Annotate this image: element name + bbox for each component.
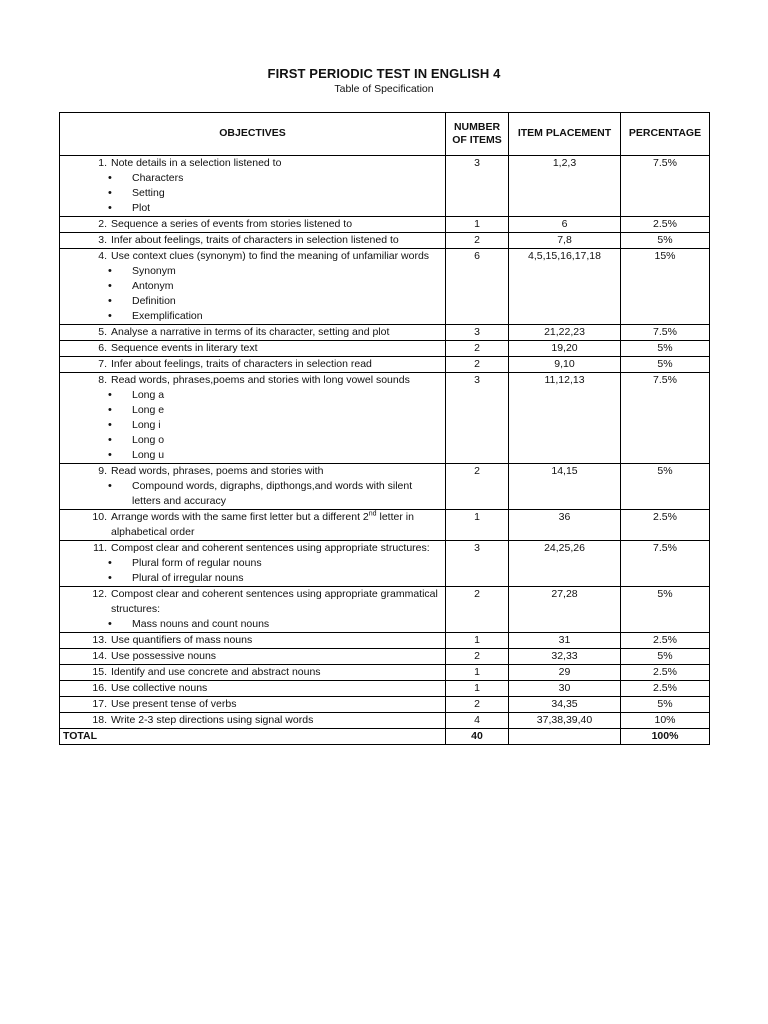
items-cell: 1 [446, 681, 509, 697]
objective-number: 6. [98, 342, 107, 354]
percentage-cell: 2.5% [621, 633, 710, 649]
items-cell: 2 [446, 233, 509, 249]
objective-cell [60, 249, 446, 325]
objective-number: 8. [98, 374, 107, 386]
objective [63, 217, 442, 232]
percentage-cell: 5% [621, 649, 710, 665]
percentage-cell: 2.5% [621, 681, 710, 697]
objective [63, 649, 442, 664]
sub-objective-item: • Setting [132, 186, 442, 201]
sub-objective-list [63, 388, 442, 463]
objective [63, 697, 442, 712]
table-row [60, 697, 710, 713]
objective-cell [60, 373, 446, 464]
objective [63, 665, 442, 680]
objective-text: Use context clues (synonym) to find the meaning of unfamiliar words [111, 250, 430, 262]
objective-text: Use possessive nouns [111, 650, 217, 662]
placement-cell: 32,33 [509, 649, 621, 665]
items-cell: 3 [446, 156, 509, 217]
placement-cell: 14,15 [509, 464, 621, 510]
sub-objective-item: • Synonym [132, 264, 442, 279]
objective-text: Compost clear and coherent sentences using appropriate grammatical structures: [111, 588, 438, 615]
percentage-cell: 7.5% [621, 156, 710, 217]
objective-number: 11. [93, 542, 107, 554]
items-cell: 6 [446, 249, 509, 325]
objective [63, 633, 442, 648]
percentage-cell: 7.5% [621, 541, 710, 587]
objective-number: 5. [98, 326, 107, 338]
sub-objective-list [63, 556, 442, 586]
objective-number: 17. [92, 698, 107, 710]
sub-objective-list [63, 171, 442, 216]
objective-cell [60, 510, 446, 541]
items-cell: 3 [446, 325, 509, 341]
table-row [60, 217, 710, 233]
objective-number: 18. [92, 714, 107, 726]
total-row [60, 729, 710, 745]
objective-text: Use present tense of verbs [111, 698, 237, 710]
sub-objective-item: • Plural of irregular nouns [132, 571, 442, 586]
objective-cell [60, 587, 446, 633]
items-cell: 1 [446, 665, 509, 681]
objective-number: 13. [92, 634, 107, 646]
objective-cell [60, 649, 446, 665]
percentage-cell: 7.5% [621, 373, 710, 464]
percentage-cell: 2.5% [621, 217, 710, 233]
placement-cell: 31 [509, 633, 621, 649]
placement-cell: 36 [509, 510, 621, 541]
objective-number: 15. [92, 666, 107, 678]
items-cell: 3 [446, 373, 509, 464]
objective-number: 2. [98, 218, 107, 230]
placement-cell: 4,5,15,16,17,18 [509, 249, 621, 325]
objective-text: Write 2-3 step directions using signal words [111, 714, 314, 726]
objective-number: 1. [98, 157, 107, 169]
objective-cell [60, 325, 446, 341]
items-cell: 1 [446, 633, 509, 649]
objective-cell [60, 357, 446, 373]
objective-cell [60, 341, 446, 357]
objective-cell [60, 233, 446, 249]
items-cell: 4 [446, 713, 509, 729]
objective-number: 10. [92, 511, 107, 523]
percentage-cell: 2.5% [621, 510, 710, 541]
items-cell: 2 [446, 357, 509, 373]
sub-objective-item: • Long e [132, 403, 442, 418]
objective-cell [60, 633, 446, 649]
objective [63, 510, 442, 540]
table-row [60, 713, 710, 729]
placement-cell: 1,2,3 [509, 156, 621, 217]
objective [63, 233, 442, 248]
sub-objective-list [63, 264, 442, 324]
objective [63, 156, 442, 171]
sub-objective-item: • Long u [132, 448, 442, 463]
specification-table [59, 112, 710, 745]
table-row [60, 633, 710, 649]
sub-objective-item: • Long a [132, 388, 442, 403]
placement-cell: 19,20 [509, 341, 621, 357]
sub-objective-item: • Compound words, digraphs, dipthongs,and words with silent letters and accuracy [132, 479, 442, 509]
table-row [60, 510, 710, 541]
items-cell: 2 [446, 587, 509, 633]
table-row [60, 373, 710, 464]
table-row [60, 325, 710, 341]
table-row [60, 156, 710, 217]
percentage-cell: 10% [621, 713, 710, 729]
percentage-cell: 2.5% [621, 665, 710, 681]
sub-objective-list [63, 617, 442, 632]
placement-cell: 30 [509, 681, 621, 697]
placement-cell: 9,10 [509, 357, 621, 373]
placement-cell: 27,28 [509, 587, 621, 633]
items-cell: 2 [446, 697, 509, 713]
objective [63, 325, 442, 340]
objective [63, 681, 442, 696]
sub-objective-list [63, 479, 442, 509]
percentage-cell: 5% [621, 341, 710, 357]
objective-superscript: nd [368, 510, 377, 518]
header-number-of-items: NUMBER OF ITEMS [446, 113, 509, 156]
items-cell: 2 [446, 649, 509, 665]
sub-objective-item: • Exemplification [132, 309, 442, 324]
objective-text-part: Arrange words with the same first letter but a different 2 [111, 511, 369, 523]
percentage-cell: 15% [621, 249, 710, 325]
placement-cell: 11,12,13 [509, 373, 621, 464]
objective-text: Read words, phrases, poems and stories with [111, 465, 324, 477]
placement-cell: 21,22,23 [509, 325, 621, 341]
table-row [60, 649, 710, 665]
total-label: TOTAL [60, 729, 446, 745]
table-row [60, 681, 710, 697]
percentage-cell: 5% [621, 233, 710, 249]
objective-number: 4. [98, 250, 107, 262]
objective-text: Use collective nouns [111, 682, 208, 694]
sub-objective-item: • Characters [132, 171, 442, 186]
percentage-cell: 7.5% [621, 325, 710, 341]
objective [63, 249, 442, 264]
items-cell: 1 [446, 217, 509, 233]
objective-text: Use quantifiers of mass nouns [111, 634, 253, 646]
objective-number: 3. [98, 234, 107, 246]
objective-cell [60, 464, 446, 510]
objective [63, 464, 442, 479]
items-cell: 2 [446, 341, 509, 357]
table-row [60, 541, 710, 587]
total-percentage: 100% [621, 729, 710, 745]
objective-cell [60, 697, 446, 713]
objective-number: 16. [92, 682, 107, 694]
objective-cell [60, 217, 446, 233]
table-header-row [60, 113, 710, 156]
page-title: FIRST PERIODIC TEST IN ENGLISH 4 [267, 66, 501, 81]
objective-number: 14. [92, 650, 107, 662]
header-percentage: PERCENTAGE [621, 113, 710, 156]
items-cell: 3 [446, 541, 509, 587]
objective-number: 9. [98, 465, 107, 477]
objective-number: 7. [98, 358, 107, 370]
sub-objective-item: • Definition [132, 294, 442, 309]
objective-cell [60, 681, 446, 697]
items-cell: 1 [446, 510, 509, 541]
placement-cell: 34,35 [509, 697, 621, 713]
objective-cell [60, 713, 446, 729]
objective-text: Note details in a selection listened to [111, 157, 282, 169]
sub-objective-item: • Plot [132, 201, 442, 216]
sub-objective-item: • Plural form of regular nouns [132, 556, 442, 571]
sub-objective-item: • Long i [132, 418, 442, 433]
objective-cell [60, 541, 446, 587]
objective-text: Read words, phrases,poems and stories with long vowel sounds [111, 374, 410, 386]
placement-cell: 6 [509, 217, 621, 233]
objective [63, 373, 442, 388]
percentage-cell: 5% [621, 357, 710, 373]
objective [63, 357, 442, 372]
page-subtitle: Table of Specification [334, 83, 434, 95]
objective-cell [60, 156, 446, 217]
placement-cell: 24,25,26 [509, 541, 621, 587]
percentage-cell: 5% [621, 587, 710, 633]
objective [63, 713, 442, 728]
objective-cell [60, 665, 446, 681]
placement-cell: 29 [509, 665, 621, 681]
total-placement [509, 729, 621, 745]
objective-text [111, 510, 442, 540]
table-row [60, 341, 710, 357]
objective-text: Infer about feelings, traits of characters in selection read [111, 358, 372, 370]
objective-text: Sequence a series of events from stories listened to [111, 218, 353, 230]
table-row [60, 249, 710, 325]
header-objectives: OBJECTIVES [60, 113, 446, 156]
table-row [60, 357, 710, 373]
table-row [60, 587, 710, 633]
sub-objective-item: • Antonym [132, 279, 442, 294]
table-row [60, 233, 710, 249]
objective-number: 12. [92, 588, 107, 600]
objective-text-part: letter in alphabetical order [111, 511, 414, 538]
percentage-cell: 5% [621, 464, 710, 510]
objective [63, 341, 442, 356]
items-cell: 2 [446, 464, 509, 510]
objective-text: Sequence events in literary text [111, 342, 258, 354]
objective-text: Analyse a narrative in terms of its character, setting and plot [111, 326, 390, 338]
sub-objective-item: • Mass nouns and count nouns [132, 617, 442, 632]
objective-text: Compost clear and coherent sentences using appropriate structures: [111, 542, 430, 554]
placement-cell: 37,38,39,40 [509, 713, 621, 729]
objective [63, 587, 442, 617]
total-items: 40 [446, 729, 509, 745]
table-row [60, 464, 710, 510]
table-row [60, 665, 710, 681]
placement-cell: 7,8 [509, 233, 621, 249]
objective [63, 541, 442, 556]
sub-objective-item: • Long o [132, 433, 442, 448]
header-item-placement: ITEM PLACEMENT [509, 113, 621, 156]
percentage-cell: 5% [621, 697, 710, 713]
objective-text: Infer about feelings, traits of characters in selection listened to [111, 234, 399, 246]
objective-text: Identify and use concrete and abstract nouns [111, 666, 321, 678]
